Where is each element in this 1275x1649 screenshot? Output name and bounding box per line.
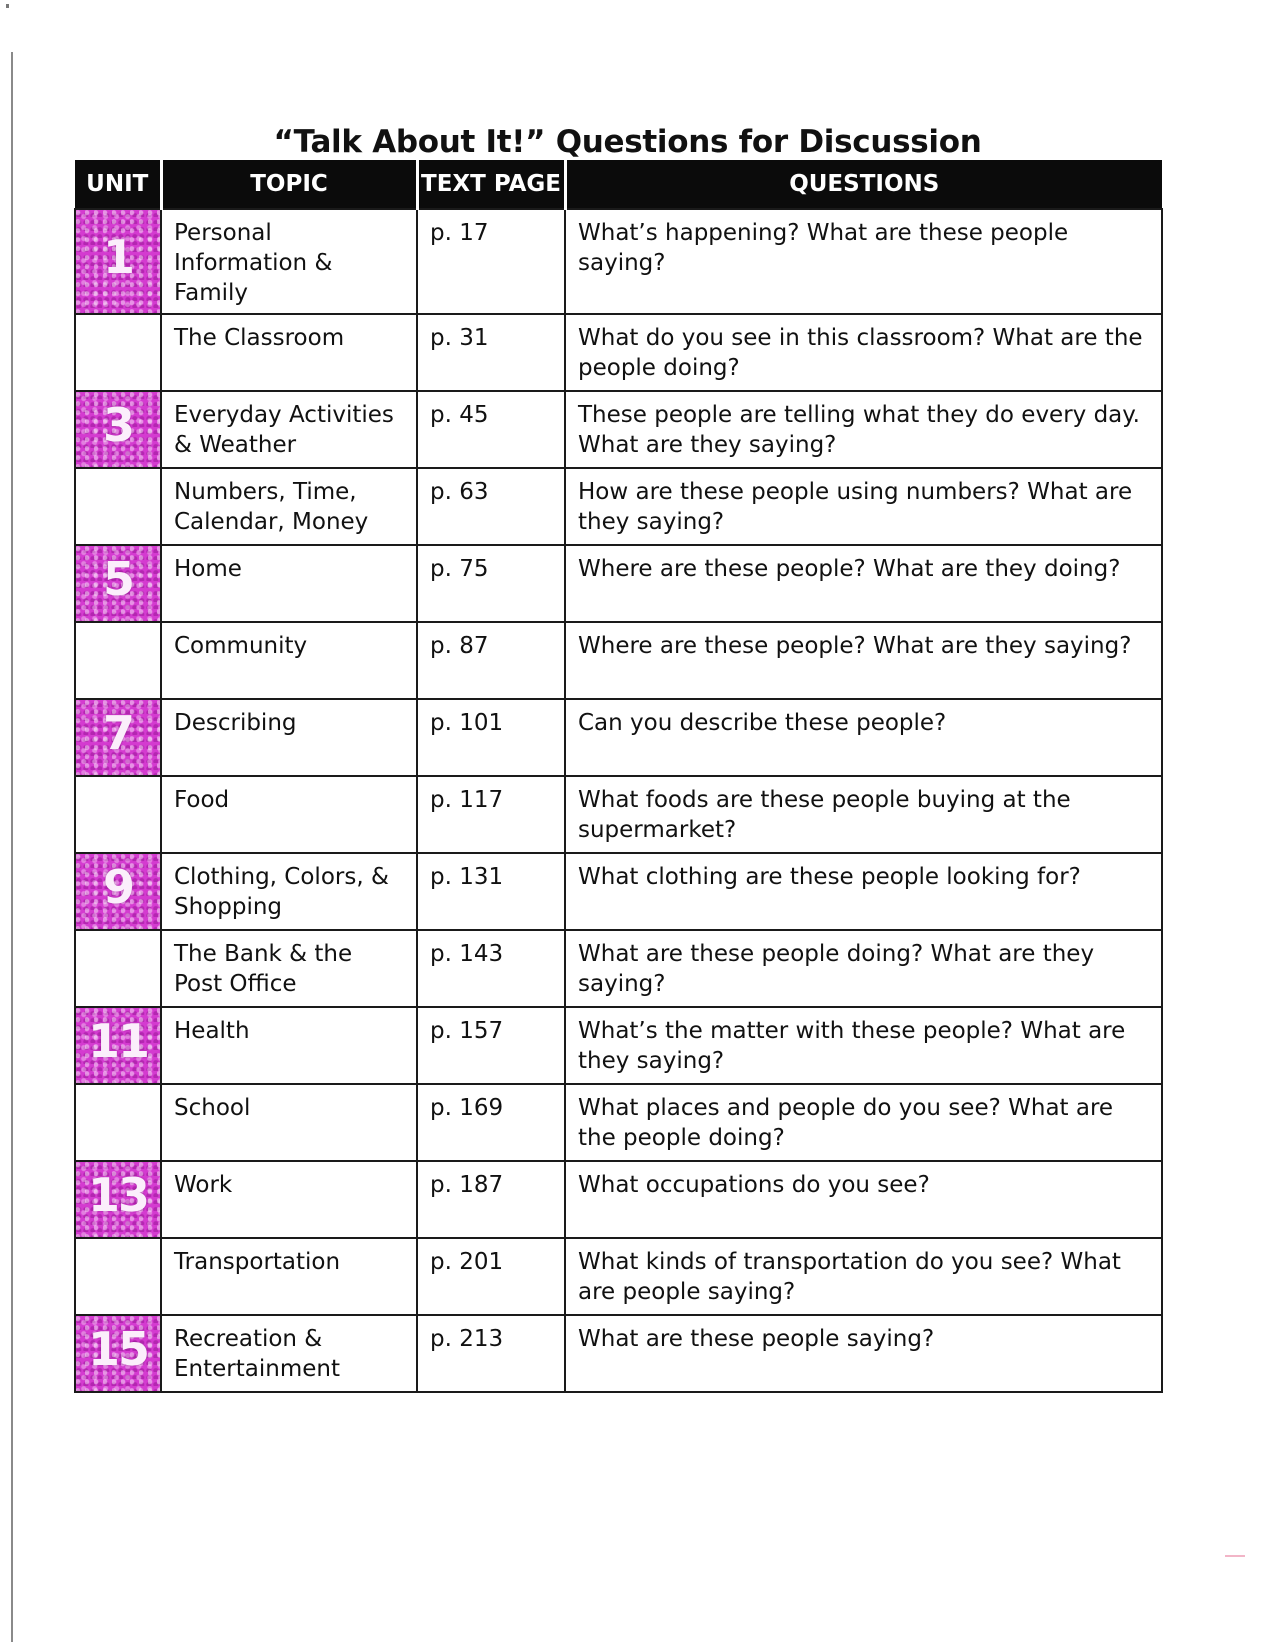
text-page-cell: p. 157 — [417, 1007, 565, 1084]
topic-cell: Personal Information & Family — [161, 209, 417, 314]
table-row — [75, 1238, 1162, 1315]
unit-number-badge: 15 — [87, 1322, 148, 1376]
unit-cell — [75, 1238, 161, 1315]
text-page-cell: p. 169 — [417, 1084, 565, 1161]
topic-cell: Community — [161, 622, 417, 699]
unit-cell — [75, 622, 161, 699]
topic-cell: Transportation — [161, 1238, 417, 1315]
unit-cell — [75, 1315, 161, 1392]
unit-cell — [75, 391, 161, 468]
table-row — [75, 930, 1162, 1007]
column-header-text-page: TEXT PAGE — [417, 160, 565, 209]
text-page-cell: p. 131 — [417, 853, 565, 930]
question-cell: What are these people doing? What are they saying? — [565, 930, 1162, 1007]
question-cell: What’s happening? What are these people saying? — [565, 209, 1162, 314]
unit-number-badge: 1 — [102, 230, 133, 284]
table-row — [75, 314, 1162, 391]
table-row — [75, 1084, 1162, 1161]
table-row — [75, 391, 1162, 468]
text-page-cell: p. 201 — [417, 1238, 565, 1315]
table-header-row — [75, 160, 1162, 209]
text-page-cell: p. 87 — [417, 622, 565, 699]
table-row — [75, 468, 1162, 545]
text-page-cell: p. 75 — [417, 545, 565, 622]
unit-cell — [75, 699, 161, 776]
discussion-questions-table — [74, 160, 1163, 1393]
topic-cell: Home — [161, 545, 417, 622]
topic-cell: Recreation & Entertainment — [161, 1315, 417, 1392]
question-cell: What are these people saying? — [565, 1315, 1162, 1392]
table-row — [75, 1007, 1162, 1084]
question-cell: Can you describe these people? — [565, 699, 1162, 776]
topic-cell: Describing — [161, 699, 417, 776]
question-cell: How are these people using numbers? What are they saying? — [565, 468, 1162, 545]
unit-number-badge: 13 — [87, 1168, 148, 1222]
column-header-topic: TOPIC — [161, 160, 417, 209]
table-row — [75, 699, 1162, 776]
table-row — [75, 209, 1162, 314]
text-page-cell: p. 143 — [417, 930, 565, 1007]
scan-corner-mark — [6, 4, 9, 8]
question-cell: Where are these people? What are they saying? — [565, 622, 1162, 699]
topic-cell: The Classroom — [161, 314, 417, 391]
unit-cell — [75, 545, 161, 622]
table-row — [75, 776, 1162, 853]
text-page-cell: p. 17 — [417, 209, 565, 314]
unit-cell — [75, 1161, 161, 1238]
text-page-cell: p. 117 — [417, 776, 565, 853]
topic-cell: Clothing, Colors, & Shopping — [161, 853, 417, 930]
unit-number-badge: 5 — [102, 552, 133, 606]
table-row — [75, 545, 1162, 622]
question-cell: Where are these people? What are they doing? — [565, 545, 1162, 622]
table-row — [75, 853, 1162, 930]
unit-number-badge: 9 — [102, 860, 133, 914]
topic-cell: School — [161, 1084, 417, 1161]
text-page-cell: p. 45 — [417, 391, 565, 468]
topic-cell: Food — [161, 776, 417, 853]
unit-cell — [75, 853, 161, 930]
text-page-cell: p. 63 — [417, 468, 565, 545]
column-header-unit: UNIT — [75, 160, 161, 209]
table-row — [75, 1161, 1162, 1238]
page-title: “Talk About It!” Questions for Discussion — [273, 123, 982, 160]
unit-cell — [75, 1084, 161, 1161]
topic-cell: Everyday Activities & Weather — [161, 391, 417, 468]
question-cell: What foods are these people buying at the supermarket? — [565, 776, 1162, 853]
unit-cell — [75, 930, 161, 1007]
table-row — [75, 622, 1162, 699]
unit-cell — [75, 776, 161, 853]
text-page-cell: p. 101 — [417, 699, 565, 776]
table-body — [75, 209, 1162, 1392]
question-cell: What do you see in this classroom? What are the people doing? — [565, 314, 1162, 391]
unit-number-badge: 3 — [102, 398, 133, 452]
topic-cell: Health — [161, 1007, 417, 1084]
topic-cell: Numbers, Time, Calendar, Money — [161, 468, 417, 545]
topic-cell: Work — [161, 1161, 417, 1238]
question-cell: What kinds of transportation do you see? What are people saying? — [565, 1238, 1162, 1315]
topic-cell: The Bank & the Post Office — [161, 930, 417, 1007]
table-row — [75, 1315, 1162, 1392]
unit-cell — [75, 314, 161, 391]
text-page-cell: p. 187 — [417, 1161, 565, 1238]
text-page-cell: p. 31 — [417, 314, 565, 391]
unit-number-badge: 11 — [87, 1014, 148, 1068]
scan-edge-line — [11, 52, 13, 1642]
question-cell: These people are telling what they do every day. What are they saying? — [565, 391, 1162, 468]
question-cell: What places and people do you see? What are the people doing? — [565, 1084, 1162, 1161]
text-page-cell: p. 213 — [417, 1315, 565, 1392]
question-cell: What’s the matter with these people? What are they saying? — [565, 1007, 1162, 1084]
question-cell: What occupations do you see? — [565, 1161, 1162, 1238]
question-cell: What clothing are these people looking for? — [565, 853, 1162, 930]
unit-cell — [75, 209, 161, 314]
scan-stray-mark — [1225, 1555, 1245, 1557]
unit-cell — [75, 468, 161, 545]
unit-number-badge: 7 — [102, 706, 133, 760]
unit-cell — [75, 1007, 161, 1084]
column-header-questions: QUESTIONS — [565, 160, 1162, 209]
